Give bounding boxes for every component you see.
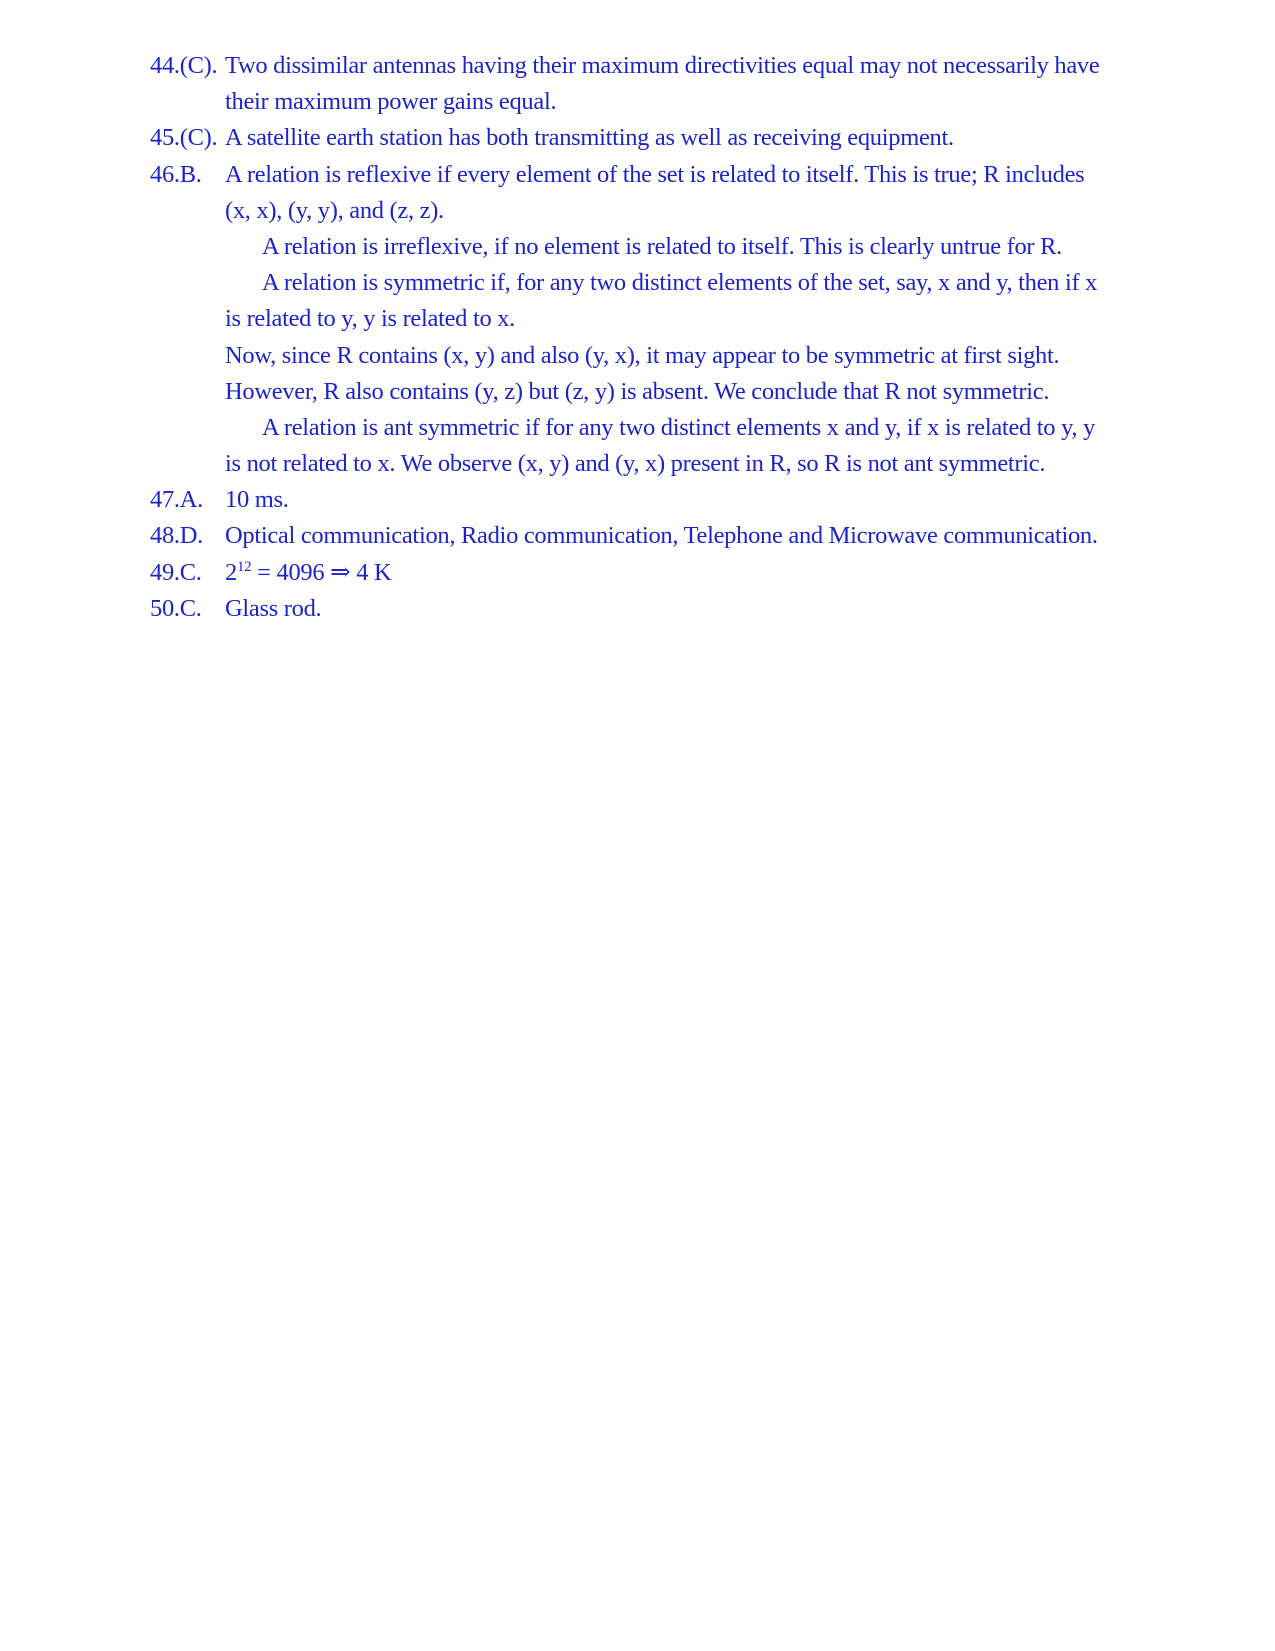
answer-47-line-1 — [150, 482, 1170, 518]
answer-48-label: 48.D. — [150, 522, 203, 550]
answer-46-symmetric: A relation is symmetric if, for any two distinct elements of the set, say, x and y, then if x — [262, 269, 1098, 297]
answer-46-line-2 — [150, 193, 1170, 229]
answer-46-line-6 — [150, 338, 1170, 374]
equation-exponent: 12 — [236, 558, 252, 575]
answer-50-line-1 — [150, 591, 1170, 627]
equation-base: 2 — [225, 558, 237, 586]
answer-46-antisymmetric-cont: is not related to x. We observe (x, y) and (y, x) present in R, so R is not ant symmetric. — [225, 450, 1046, 478]
answer-46-line-4 — [150, 265, 1170, 301]
answer-45-text: A satellite earth station has both transmitting as well as receiving equipment. — [225, 124, 954, 152]
answer-46-line-1 — [150, 157, 1170, 193]
equation-result: = 4096 ⇒ 4 K — [251, 558, 392, 586]
answer-50-text: Glass rod. — [225, 594, 322, 622]
answer-46-line-7 — [150, 374, 1170, 410]
answer-46-now: Now, since R contains (x, y) and also (y, x), it may appear to be symmetric at first sight. — [225, 341, 1060, 369]
answer-46-antisymmetric: A relation is ant symmetric if for any two distinct elements x and y, if x is related to y, y — [262, 413, 1096, 441]
answer-47-label: 47.A. — [150, 486, 203, 514]
answer-key-page — [150, 48, 1170, 627]
answer-46-line-9 — [150, 446, 1170, 482]
answer-50-label: 50.C. — [150, 594, 202, 622]
answer-44-line-2 — [150, 84, 1170, 120]
answer-46-reflexive-cont: (x, x), (y, y), and (z, z). — [225, 196, 444, 224]
answer-48-text: Optical communication, Radio communication, Telephone and Microwave communication. — [225, 522, 1098, 550]
answer-46-however: However, R also contains (y, z) but (z, y) is absent. We conclude that R not symmetric. — [225, 377, 1050, 405]
answer-45-line-1 — [150, 120, 1170, 156]
answer-44-line-1 — [150, 48, 1170, 84]
answer-46-symmetric-cont: is related to y, y is related to x. — [225, 305, 515, 333]
answer-46-reflexive: A relation is reflexive if every element of the set is related to itself. This is true; R includes — [225, 160, 1085, 188]
answer-49-label: 49.C. — [150, 558, 202, 586]
answer-46-irreflexive: A relation is irreflexive, if no element is related to itself. This is clearly untrue for R. — [262, 232, 1062, 260]
answer-49-equation — [225, 555, 391, 591]
answer-47-text: 10 ms. — [225, 486, 289, 514]
answer-44-text: Two dissimilar antennas having their maximum directivities equal may not necessarily have — [225, 52, 1100, 79]
answer-46-line-8 — [150, 410, 1170, 446]
answer-46-label: 46.B. — [150, 160, 202, 188]
answer-48-line-1 — [150, 518, 1170, 554]
answer-46-line-5 — [150, 301, 1170, 337]
answer-46-line-3 — [150, 229, 1170, 265]
answer-45-label: 45.(C). — [150, 124, 218, 152]
answer-49-line-1 — [150, 555, 1170, 591]
answer-44-text-cont: their maximum power gains equal. — [225, 88, 557, 116]
answer-44-label: 44.(C). — [150, 52, 218, 79]
